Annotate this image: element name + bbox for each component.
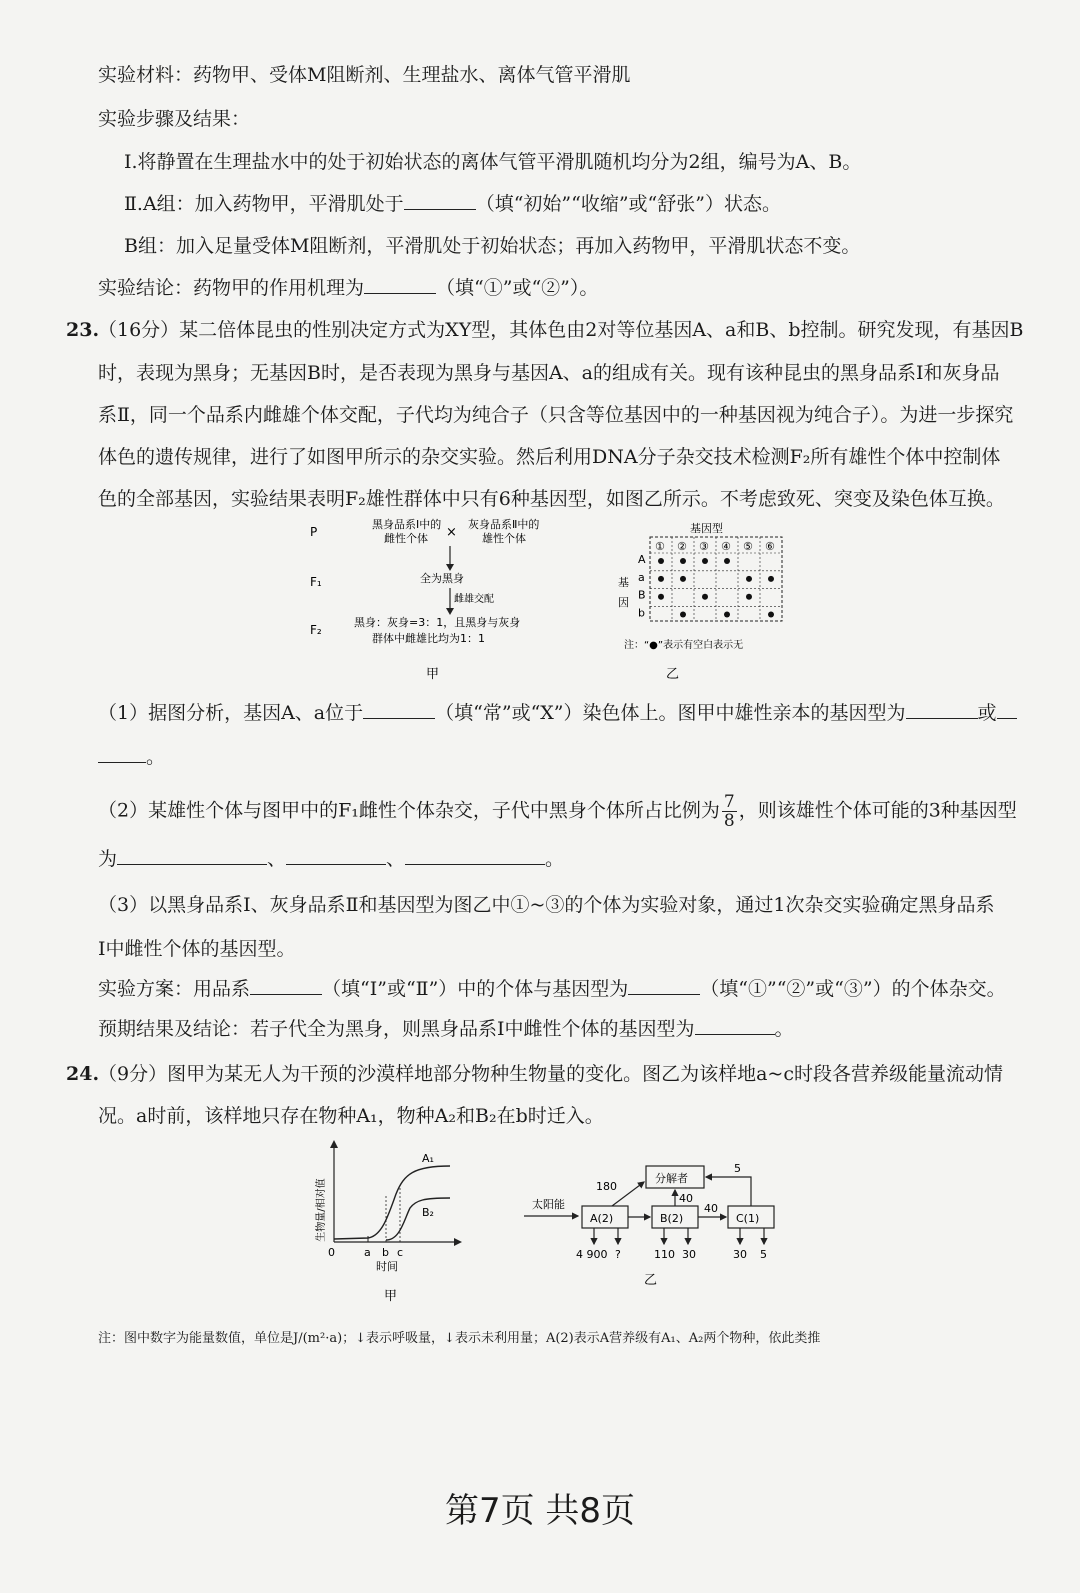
fraction — [722, 793, 737, 830]
grid-dot — [724, 558, 730, 564]
curve-label-a1: A₁ — [422, 1152, 434, 1165]
grid-col-header: ⑥ — [765, 540, 775, 553]
step-2-text: Ⅱ.A组：加入药物甲，平滑肌处于 — [124, 193, 404, 215]
grid-cells — [638, 537, 782, 621]
answer-blank[interactable] — [363, 700, 435, 719]
q23-sub2 — [98, 793, 1017, 830]
figure-24-yi — [520, 1160, 800, 1292]
y-axis-label: 生物量/相对值 — [316, 1178, 327, 1242]
answer-blank[interactable] — [628, 976, 700, 995]
answer-blank[interactable] — [695, 1016, 775, 1035]
x-axis-arrow — [454, 1238, 462, 1246]
grid-row-header: A — [638, 553, 646, 566]
fraction-den: 8 — [723, 811, 735, 831]
q23-sub1-cont — [98, 744, 165, 770]
result-post: 。 — [774, 1018, 794, 1040]
q24-line-1: （9分）图甲为某无人为干预的沙漠样地部分物种生物量的变化。图乙为该样地a~c时段各营养级能量流动情 — [98, 1063, 1003, 1085]
q24-line-2: 况。a时前，该样地只存在物种A₁，物种A₂和B₂在b时迁入。 — [98, 1105, 604, 1127]
plan-post: （填“①”“②”或“③”）的个体杂交。 — [700, 978, 1006, 1000]
step-2-hint: （填“初始”“收缩”或“舒张”）状态。 — [475, 193, 781, 215]
p-male-line2: 雄性个体 — [482, 532, 526, 545]
figure-24-jia — [310, 1136, 470, 1306]
row-label-2: 因 — [618, 596, 629, 609]
answer-blank[interactable] — [286, 846, 386, 865]
grid-note: 注：“●”表示有空白表示无 — [624, 640, 744, 651]
value-c-decomposer: 5 — [734, 1162, 741, 1175]
page-footer: 第7页 共8页 — [444, 1491, 636, 1531]
row-label-1: 基 — [618, 576, 629, 589]
grid-col-header: ⑤ — [743, 540, 753, 553]
answer-blank[interactable] — [364, 275, 436, 294]
tick-label-a: a — [364, 1246, 371, 1259]
step-1: Ⅰ.将静置在生理盐水中的处于初始状态的离体气管平滑肌随机均分为2组，编号为A、B。 — [124, 151, 862, 173]
box-a-label: A(2) — [590, 1212, 614, 1225]
sun-label: 太阳能 — [532, 1198, 565, 1211]
grid-row-header: a — [638, 570, 645, 584]
materials-line: 实验材料：药物甲、受体M阻断剂、生理盐水、离体气管平滑肌 — [98, 64, 631, 86]
tick-label-c: c — [397, 1246, 404, 1259]
answer-blank[interactable] — [250, 976, 322, 995]
grid-dot — [746, 576, 752, 582]
sub2-line2-end: 。 — [545, 848, 565, 870]
a-respiration: 4 900 — [576, 1248, 608, 1261]
q24-note: 注：图中数字为能量数值，单位是J/(m²·a)；↓表示呼吸量，↓表示未利用量；A(2)表示A营养级有A₁、A₂两个物种，依此类推 — [98, 1331, 821, 1346]
answer-blank[interactable] — [997, 700, 1017, 719]
grid-title: 基因型 — [690, 522, 723, 535]
p-female-line1: 黑身品系Ⅰ中的 — [372, 518, 442, 531]
b-unused: 30 — [682, 1248, 696, 1261]
q23-sub3-line1: （3）以黑身品系Ⅰ、灰身品系Ⅱ和基因型为图乙中①~③的个体为实验对象，通过1次杂交实验确定黑身品系 — [98, 894, 995, 916]
q23-result — [98, 1016, 794, 1042]
fraction-num: 7 — [723, 792, 735, 812]
value-b-c: 40 — [704, 1202, 718, 1215]
grid-dot — [680, 558, 686, 564]
sub1-or: 或 — [977, 702, 997, 724]
answer-blank[interactable] — [404, 191, 476, 210]
grid-row-header: b — [638, 606, 645, 620]
grid-dot — [680, 576, 686, 582]
tick-label-b: b — [382, 1246, 389, 1259]
value-a-decomposer: 180 — [596, 1180, 617, 1193]
grid-col-header: ③ — [699, 540, 709, 553]
steps-heading: 实验步骤及结果： — [98, 108, 251, 130]
step-2 — [124, 191, 781, 217]
caption-24-yi: 乙 — [644, 1273, 658, 1288]
q24-number: 24. — [66, 1063, 100, 1085]
value-b-decomposer: 40 — [679, 1192, 693, 1205]
a-unused: ? — [615, 1248, 621, 1261]
b-respiration: 110 — [654, 1248, 675, 1261]
sub2-post: ，则该雄性个体可能的3种基因型 — [738, 799, 1017, 822]
f1-mating: 雌雄交配 — [454, 594, 494, 605]
result-text: 预期结果及结论：若子代全为黑身，则黑身品系Ⅰ中雌性个体的基因型为 — [98, 1018, 695, 1040]
gen-f1: F₁ — [310, 575, 322, 589]
grid-dot — [746, 594, 752, 600]
cross-sign: × — [446, 525, 457, 540]
decomposer-label: 分解者 — [655, 1172, 688, 1185]
p-female-line2: 雌性个体 — [384, 532, 428, 545]
q23-line-3: 系Ⅱ，同一个品系内雌雄个体交配，子代均为纯合子（只含等位基因中的一种基因视为纯合子）。为进一步探究 — [98, 404, 1014, 426]
q23-line-2: 时，表现为黑身；无基因B时，是否表现为黑身与基因A、a的组成有关。现有该种昆虫的黑身品系Ⅰ和灰身品 — [98, 362, 1000, 384]
curve-label-b2: B₂ — [422, 1206, 434, 1219]
answer-blank[interactable] — [906, 700, 978, 719]
gen-f2: F₂ — [310, 623, 322, 637]
arrow-head — [446, 564, 454, 571]
box-c-label: C(1) — [736, 1212, 760, 1225]
conclusion — [98, 275, 598, 301]
caption-24-jia: 甲 — [384, 1289, 398, 1304]
step-2b: B组：加入足量受体M阻断剂，平滑肌处于初始状态；再加入药物甲，平滑肌状态不变。 — [124, 235, 861, 257]
answer-blank[interactable] — [117, 846, 267, 865]
f2-line1: 黑身：灰身=3：1，且黑身与灰身 — [354, 616, 521, 629]
q23-plan — [98, 976, 1006, 1002]
sub1-text: （1）据图分析，基因A、a位于 — [98, 702, 364, 724]
sub1-end: 。 — [146, 746, 166, 768]
sub2-text: （2）某雄性个体与图甲中的F₁雌性个体杂交，子代中黑身个体所占比例为 — [98, 799, 720, 822]
conclusion-text: 实验结论：药物甲的作用机理为 — [98, 277, 365, 299]
sub1-mid: （填“常”或“X”）染色体上。图甲中雄性亲本的基因型为 — [435, 702, 906, 724]
grid-col-header: ④ — [721, 540, 731, 553]
c-unused: 5 — [760, 1248, 767, 1261]
q23-line-1: （16分）某二倍体昆虫的性别决定方式为XY型，其体色由2对等位基因A、a和B、b控制。研究发现，有基因B — [98, 319, 1024, 341]
y-axis-arrow — [330, 1140, 338, 1148]
grid-dot — [658, 576, 664, 582]
x-axis-label: 时间 — [376, 1260, 398, 1273]
q23-line-5: 色的全部基因，实验结果表明F₂雄性群体中只有6种基因型，如图乙所示。不考虑致死、突变及染色体互换。 — [98, 488, 1005, 510]
grid-dot — [658, 594, 664, 600]
c-respiration: 30 — [733, 1248, 747, 1261]
grid-col-header: ② — [677, 540, 687, 553]
q23-line-4: 体色的遗传规律，进行了如图甲所示的杂交实验。然后利用DNA分子杂交技术检测F₂所有雄性个体中控制体 — [98, 446, 1001, 468]
curve-a1 — [334, 1166, 450, 1239]
plan-text: 实验方案：用品系 — [98, 978, 251, 1000]
q23-sub2-cont: 为 、 、 。 — [98, 848, 565, 870]
plan-mid: （填“Ⅰ”或“Ⅱ”）中的个体与基因型为 — [322, 978, 629, 1000]
grid-dot — [768, 612, 774, 618]
arrow-head — [446, 608, 454, 615]
grid-dot — [702, 558, 708, 564]
grid-row-header: B — [638, 588, 646, 602]
origin-label: 0 — [328, 1246, 335, 1259]
answer-blank[interactable] — [98, 744, 146, 763]
sub2-line2-pre: 为 — [98, 848, 118, 870]
grid-dot — [658, 558, 664, 564]
grid-dot — [680, 612, 686, 618]
q23-sub3-line2: Ⅰ中雌性个体的基因型。 — [98, 938, 296, 960]
f2-line2: 群体中雌雄比均为1：1 — [372, 632, 485, 645]
p-male-line1: 灰身品系Ⅱ中的 — [468, 518, 540, 531]
grid-dot — [768, 576, 774, 582]
grid-dot — [724, 612, 730, 618]
caption-jia: 甲 — [426, 667, 440, 682]
grid-col-header: ① — [655, 540, 665, 553]
f1-phenotype: 全为黑身 — [420, 572, 464, 585]
curve-b2 — [386, 1198, 450, 1240]
q23-number: 23. — [66, 319, 100, 341]
conclusion-hint: （填“①”或“②”）。 — [436, 277, 599, 299]
figure-23-yi — [612, 518, 792, 686]
figure-23-jia — [300, 512, 580, 688]
caption-yi: 乙 — [666, 667, 680, 682]
q23-sub1 — [98, 700, 1017, 726]
answer-blank[interactable] — [405, 846, 545, 865]
grid-dot — [702, 594, 708, 600]
box-b-label: B(2) — [660, 1212, 684, 1225]
gen-p: P — [310, 525, 318, 539]
